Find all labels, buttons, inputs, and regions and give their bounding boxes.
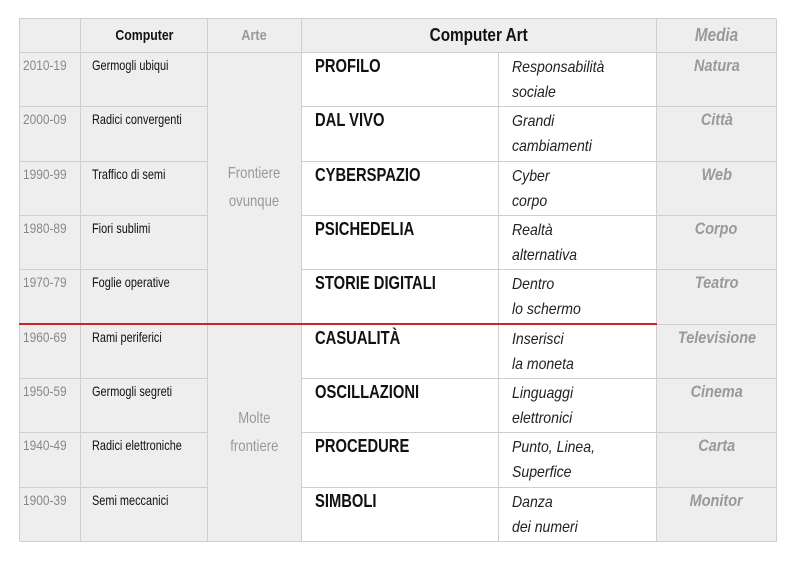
description-label: Inserisci la moneta [512,330,574,373]
era-divider-line [19,323,657,325]
computer-label: Rami periferici [92,328,162,345]
computer-cell [81,53,208,107]
description-cell [499,216,657,270]
media-cell [657,270,777,324]
decade-label: 1990-99 [23,165,67,182]
description-cell [499,270,657,324]
media-label: Teatro [694,273,739,293]
header-arte [208,19,302,53]
computer-art-cell [302,53,499,107]
media-label: Carta [698,436,735,456]
description-label: Grandi cambiamenti [512,113,592,156]
header-media [657,19,777,53]
media-label: Cinema [690,381,743,401]
media-label: Corpo [695,218,738,238]
media-cell [657,379,777,433]
arte-group-label: Molte frontiere [230,409,279,455]
media-label: Monitor [690,490,743,510]
decade-label: 1970-79 [23,274,67,291]
description-label: Responsabilità sociale [512,59,605,101]
arte-group-label: Frontiere ovunque [228,165,281,211]
computer-label: Traffico di semi [92,165,166,182]
header-computer-art-label: Computer Art [429,25,529,45]
decade-label: 2000-09 [23,111,67,128]
computer-art-label: STORIE DIGITALI [315,273,436,294]
computer-art-label: OSCILLAZIONI [315,381,420,402]
decade-label: 1940-49 [23,437,67,454]
header-computer-label: Computer [114,27,174,44]
header-arte-label: Arte [241,27,268,44]
computer-cell [81,107,208,161]
description-cell [499,162,657,216]
computer-cell [81,325,208,379]
computer-cell [81,270,208,324]
computer-label: Fiori sublimi [92,219,151,236]
computer-art-label: PROFILO [315,56,381,76]
media-cell [657,162,777,216]
arte-group-1 [208,53,302,325]
computer-art-label: PROCEDURE [315,436,410,457]
decade-cell [20,270,81,324]
arte-group-2 [208,325,302,542]
computer-art-cell [302,325,499,379]
decade-cell [20,162,81,216]
decade-label: 1950-59 [23,382,67,399]
description-cell [499,433,657,487]
computer-cell [81,379,208,433]
decade-cell [20,379,81,433]
decade-cell [20,216,81,270]
media-cell [657,53,777,107]
media-cell [657,216,777,270]
decade-label: 1980-89 [23,219,67,236]
description-cell [499,53,657,107]
computer-cell [81,488,208,542]
description-label: Punto, Linea, Superfice [512,439,595,482]
computer-label: Foglie operative [92,274,170,291]
header-decade-cell [20,19,81,53]
computer-art-label: PSICHEDELIA [315,218,415,239]
description-label: Linguaggi elettronici [512,384,574,427]
media-label: Città [700,110,733,130]
media-label: Web [701,164,732,184]
computer-art-cell [302,488,499,542]
header-computer-art [302,19,657,53]
media-cell [657,488,777,542]
computer-label: Radici elettroniche [92,437,182,454]
description-cell [499,379,657,433]
computer-label: Semi meccanici [92,491,169,508]
media-cell [657,325,777,379]
description-label: Realtà alternativa [512,221,577,264]
description-cell [499,325,657,379]
computer-art-cell [302,162,499,216]
description-cell [499,488,657,542]
computer-art-cell [302,107,499,161]
computer-label: Germogli segreti [92,382,173,399]
computer-art-cell [302,433,499,487]
timeline-table [19,18,776,541]
computer-art-cell [302,379,499,433]
description-cell [499,107,657,161]
computer-art-label: SIMBOLI [315,490,377,511]
computer-label: Germogli ubiqui [92,57,169,73]
decade-cell [20,107,81,161]
media-cell [657,433,777,487]
media-cell [657,107,777,161]
computer-cell [81,216,208,270]
media-label: Natura [693,56,740,75]
decade-label: 1960-69 [23,328,67,345]
decade-label: 2010-19 [23,57,67,73]
header-media-label: Media [694,25,739,45]
computer-cell [81,433,208,487]
media-label: Televisione [677,327,756,347]
description-label: Dentro lo schermo [512,276,581,319]
decade-cell [20,53,81,107]
decade-cell [20,325,81,379]
computer-label: Radici convergenti [92,111,182,128]
computer-art-cell [302,270,499,324]
decade-label: 1900-39 [23,491,67,508]
description-label: Danza dei numeri [512,493,578,536]
computer-art-cell [302,216,499,270]
computer-art-label: DAL VIVO [315,110,385,131]
computer-art-label: CASUALITÀ [315,327,401,348]
header-computer [81,19,208,53]
description-label: Cyber corpo [512,167,550,210]
computer-cell [81,162,208,216]
decade-cell [20,433,81,487]
computer-art-label: CYBERSPAZIO [315,164,421,185]
decade-cell [20,488,81,542]
